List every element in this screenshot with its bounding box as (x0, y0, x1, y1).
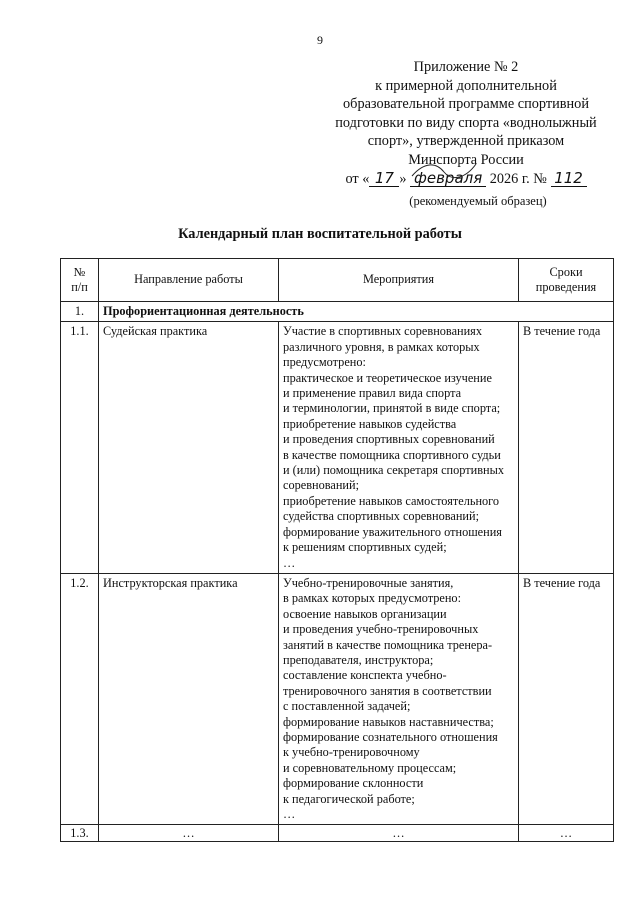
event-line: с поставленной задачей; (283, 699, 411, 714)
table-row (61, 322, 614, 574)
appendix-header (318, 58, 614, 188)
table-row (61, 825, 614, 842)
event-line: и соревновательному процессам; (283, 760, 457, 775)
event-line: к решениям спортивных судей; (283, 540, 447, 555)
event-line: в качестве помощника спортивного судьи (283, 447, 501, 462)
event-line: приобретение навыков судейства (283, 416, 457, 431)
row-direction: … (99, 825, 279, 842)
event-line: судейства спортивных соревнований; (283, 509, 479, 524)
event-line: в рамках которых предусмотрено: (283, 591, 461, 606)
table-row (61, 573, 614, 825)
event-line: к учебно-тренировочному (283, 745, 420, 760)
event-line: тренировочного занятия в соответствии (283, 683, 492, 698)
event-line: предусмотрено: (283, 355, 366, 370)
event-line: освоение навыков организации (283, 606, 447, 621)
appendix-line: образовательной программе спортивной (343, 96, 589, 113)
handwritten-day: 17 (369, 170, 399, 187)
header-events: Мероприятия (279, 259, 519, 302)
header-number (61, 259, 99, 302)
section-number: 1. (61, 302, 99, 322)
row-events (279, 322, 519, 574)
table-header-row (61, 259, 614, 302)
event-line: … (283, 555, 296, 570)
order-date-line (318, 170, 614, 189)
header-terms (519, 259, 614, 302)
row-direction: Судейская практика (99, 322, 279, 574)
event-line: … (283, 807, 296, 821)
row-number: 1.2. (61, 573, 99, 825)
header-direction: Направление работы (99, 259, 279, 302)
header-terms-line: Сроки (549, 264, 583, 279)
date-prefix: от « (345, 170, 370, 187)
header-terms-line: проведения (535, 280, 597, 294)
row-events (279, 573, 519, 825)
event-line: формирование уважительного отношения (283, 524, 502, 539)
header-number-line: п/п (71, 280, 88, 294)
date-day-close: » (399, 170, 407, 187)
date-year: 2026 г. № (489, 170, 547, 187)
event-line: и проведения учебно-тренировочных (283, 622, 479, 637)
event-line: приобретение навыков самостоятельного (283, 493, 500, 508)
event-line: формирование склонности (283, 776, 424, 791)
event-line: и применение правил вида спорта (283, 386, 462, 401)
handwritten-order-number: 112 (551, 170, 587, 187)
row-direction: Инструкторская практика (99, 573, 279, 825)
row-terms: В течение года (519, 322, 614, 574)
appendix-line: подготовки по виду спорта «воднолыжный (335, 114, 597, 131)
row-number: 1.1. (61, 322, 99, 574)
event-line: к педагогической работе; (283, 791, 415, 806)
appendix-line: к примерной дополнительной (375, 77, 557, 94)
event-line: составление конспекта учебно- (283, 668, 447, 683)
document-title: Календарный план воспитательной работы (178, 226, 462, 242)
event-line: преподавателя, инструктора; (283, 652, 434, 667)
appendix-line: спорт», утвержденной приказом (367, 133, 565, 150)
event-line: формирование навыков наставничества; (283, 714, 494, 729)
event-line: практическое и теоретическое изучение (283, 370, 492, 385)
page-number: 9 (317, 33, 323, 47)
section-row (61, 302, 614, 322)
row-number: 1.3. (61, 825, 99, 842)
event-line: Участие в спортивных соревнованиях (283, 324, 482, 339)
event-line: занятий в качестве помощника тренера- (283, 637, 493, 652)
appendix-line: Приложение № 2 (413, 59, 519, 75)
calendar-plan-table (60, 258, 614, 842)
handwritten-month: февраля (410, 170, 486, 187)
event-line: различного уровня, в рамках которых (283, 339, 480, 354)
row-terms: … (519, 825, 614, 842)
recommended-sample-note: (рекомендуемый образец) (409, 194, 547, 208)
event-line: формирование сознательного отношения (283, 729, 498, 744)
appendix-line: Минспорта России (408, 151, 524, 168)
row-terms: В течение года (519, 573, 614, 825)
section-name: Профориентационная деятельность (99, 302, 614, 322)
event-line: соревнований; (283, 478, 360, 493)
event-line: Учебно-тренировочные занятия, (283, 575, 454, 590)
event-line: и терминологии, принятой в виде спорта; (283, 401, 501, 416)
row-events: … (279, 825, 519, 842)
event-line: и (или) помощника секретаря спортивных (283, 463, 505, 478)
event-line: и проведения спортивных соревнований (283, 432, 495, 447)
header-number-line: № (73, 264, 86, 279)
